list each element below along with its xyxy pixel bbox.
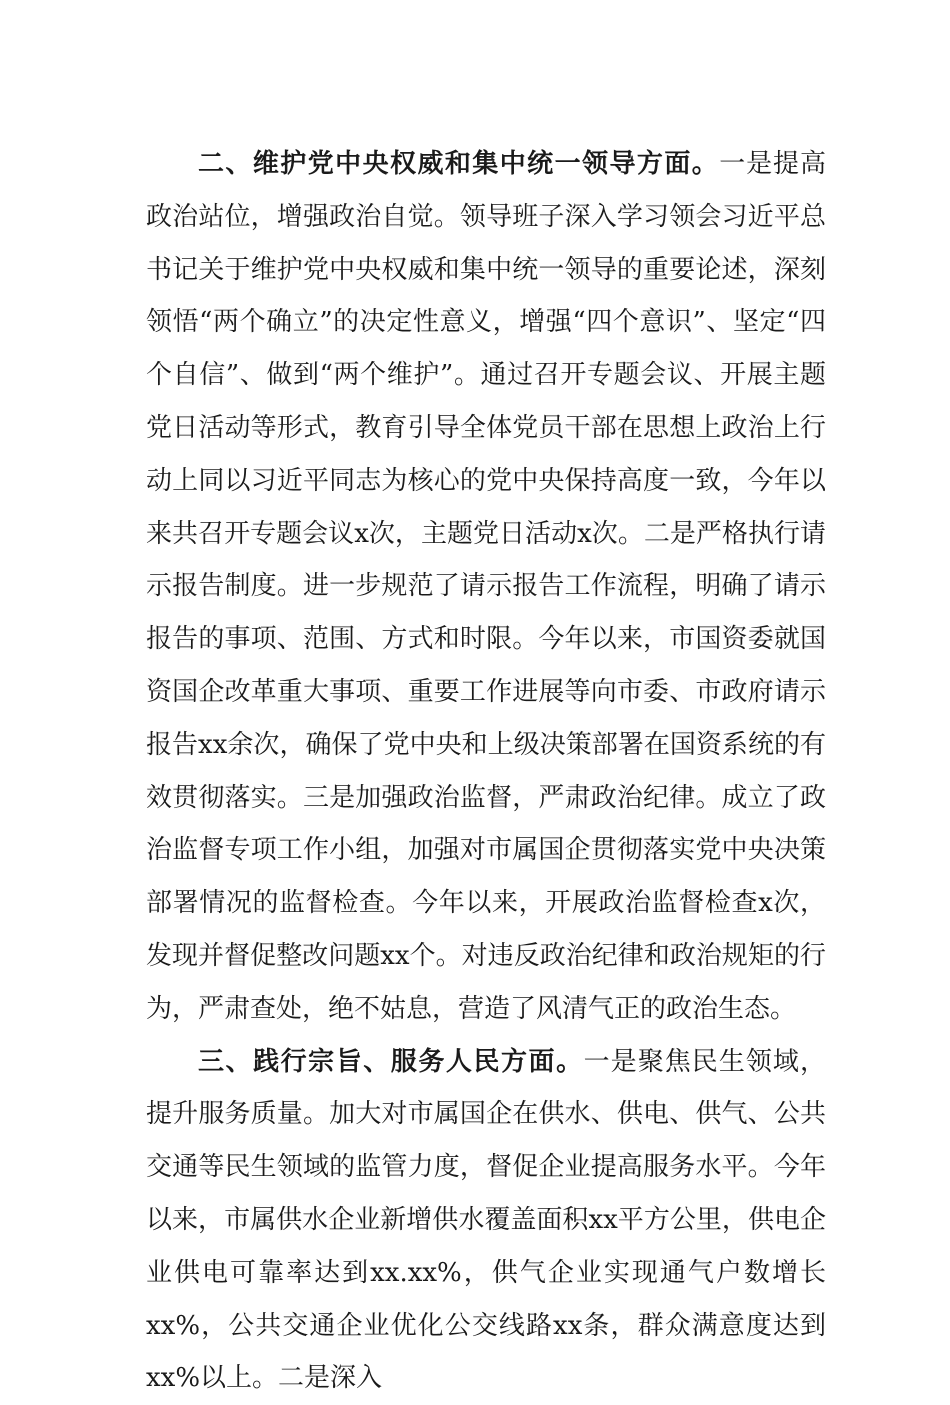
- section-3-heading: 三、践行宗旨、服务人民方面。: [198, 1046, 584, 1077]
- paragraph-section-3: [146, 1036, 826, 1405]
- section-3-text: 一是聚焦民生领域，提升服务质量。加大对市属国企在供水、供电、供气、公共交通等民生领域的监管力度，督促企业提高服务水平。今年以来，市属供水企业新增供水覆盖面积xx平方公里，供电企业供电可靠率达到xx.xx%，供气企业实现通气户数增长xx%，公共交通企业优化公交线路xx条，群众满意度达到xx%以上。二是深入: [146, 1046, 826, 1394]
- document-body: [146, 138, 826, 1405]
- section-2-heading: 二、维护党中央权威和集中统一领导方面。: [198, 149, 720, 179]
- paragraph-section-2: [146, 138, 826, 1036]
- section-2-text: 一是提高政治站位，增强政治自觉。领导班子深入学习领会习近平总书记关于维护党中央权威和集中统一领导的重要论述，深刻领悟“两个确立”的决定性意义，增强“四个意识”、坚定“四个自信”、做到“两个维护”。通过召开专题会议、开展主题党日活动等形式，教育引导全体党员干部在思想上政治上行动上同以习近平同志为核心的党中央保持高度一致，今年以来共召开专题会议x次，主题党日活动x次。二是严格执行请示报告制度。进一步规范了请示报告工作流程，明确了请示报告的事项、范围、方式和时限。今年以来，市国资委就国资国企改革重大事项、重要工作进展等向市委、市政府请示报告xx余次，确保了党中央和上级决策部署在国资系统的有效贯彻落实。三是加强政治监督，严肃政治纪律。成立了政治监督专项工作小组，加强对市属国企贯彻落实党中央决策部署情况的监督检查。今年以来，开展政治监督检查x次，发现并督促整改问题xx个。对违反政治纪律和政治规矩的行为，严肃查处，绝不姑息，营造了风清气正的政治生态。: [146, 149, 826, 1024]
